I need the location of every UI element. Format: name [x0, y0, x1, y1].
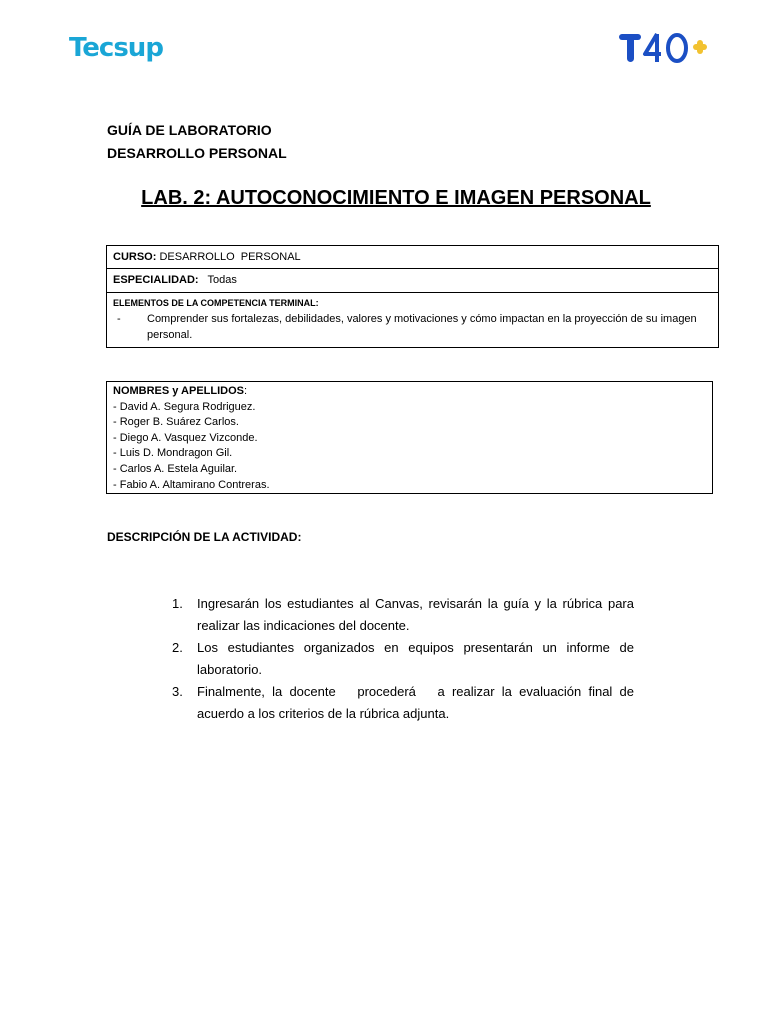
- bullet-dash: -: [117, 313, 121, 325]
- lab-title: LAB. 2: AUTOCONOCIMIENTO E IMAGEN PERSONAL: [141, 187, 651, 209]
- activity-item: [172, 593, 634, 637]
- t40-logo: [619, 30, 711, 66]
- course-info-table: [106, 245, 719, 348]
- activity-number: 2.: [172, 640, 183, 655]
- team-member: - Carlos A. Estela Aguilar.: [113, 462, 238, 475]
- activity-item: [172, 681, 638, 725]
- activity-text: Finalmente, la docente procederá a realizar la evaluación final de acuerdo a los criterios de la rúbrica adjunta.: [197, 684, 638, 721]
- document-course: DESARROLLO PERSONAL: [107, 145, 287, 161]
- names-label-colon: :: [244, 385, 248, 397]
- activity-item: [172, 637, 634, 681]
- team-member: - Luis D. Mondragon Gil.: [113, 447, 233, 460]
- elementos-item: [113, 311, 712, 343]
- elementos-label: ELEMENTOS DE LA COMPETENCIA TERMINAL:: [113, 298, 319, 308]
- team-member: - Roger B. Suárez Carlos.: [113, 416, 239, 429]
- especialidad-label: ESPECIALIDAD:: [113, 274, 199, 286]
- activity-description-heading: DESCRIPCIÓN DE LA ACTIVIDAD:: [107, 530, 302, 544]
- curso-label: CURSO:: [113, 251, 157, 263]
- curso-row: [107, 246, 718, 269]
- names-label: NOMBRES y APELLIDOS: [113, 385, 244, 397]
- activity-text: Los estudiantes organizados en equipos presentarán un informe de laboratorio.: [197, 640, 634, 677]
- especialidad-value: Todas: [198, 274, 237, 286]
- team-member: - Fabio A. Altamirano Contreras.: [113, 478, 270, 491]
- team-member: - David A. Segura Rodriguez.: [113, 400, 256, 413]
- activity-number: 3.: [172, 684, 183, 699]
- elementos-row: [107, 293, 718, 347]
- activity-number: 1.: [172, 596, 183, 611]
- activity-text: Ingresarán los estudiantes al Canvas, revisarán la guía y la rúbrica para realizar las indicaciones del docente.: [197, 596, 634, 633]
- tecsup-logo: Tecsup: [69, 33, 163, 63]
- activity-list: [172, 593, 638, 725]
- team-member: - Diego A. Vasquez Vizconde.: [113, 431, 258, 444]
- team-names-box: [106, 381, 713, 494]
- elementos-item-text: Comprender sus fortalezas, debilidades, valores y motivaciones y cómo impactan en la proyección de su imagen personal.: [147, 313, 697, 341]
- document-type: GUÍA DE LABORATORIO: [107, 122, 272, 138]
- especialidad-row: [107, 269, 718, 293]
- curso-value: DESARROLLO PERSONAL: [156, 251, 301, 263]
- names-label-line: [113, 384, 706, 400]
